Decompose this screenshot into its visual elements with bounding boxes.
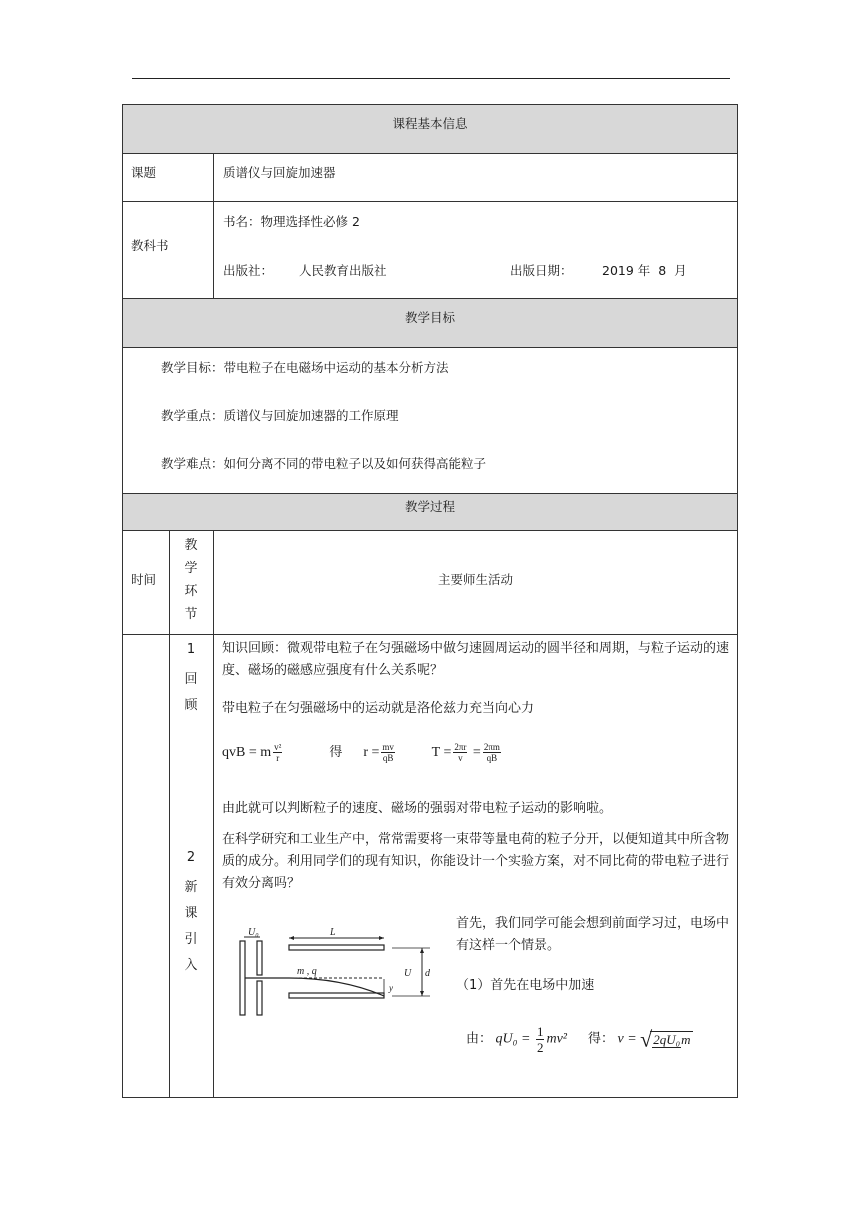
goals-title: 教学目标	[404, 310, 455, 325]
time-header: 时间	[131, 572, 157, 587]
stage-1: 1 回 顾	[184, 642, 198, 713]
y-label: y	[389, 983, 393, 993]
separation-question: 在科学研究和工业生产中，常常需要将一束带等量电荷的粒子分开，以便知道其中所含物质的成分。利用同学们的现有知识，你能设计一个实验方案，对不同比荷的带电粒子进行有效分离吗？	[222, 832, 730, 891]
publisher-label: 出版社：	[223, 263, 274, 278]
u0-label: U₀	[248, 927, 259, 938]
topic-label: 课题	[131, 165, 157, 180]
publish-date: 2019 年 8 月	[602, 263, 687, 278]
difficulty-text: 教学难点：如何分离不同的带电粒子以及如何获得高能粒子	[161, 456, 487, 471]
process-title: 教学过程	[404, 499, 455, 514]
u-label: U	[404, 968, 412, 979]
lorentz-statement: 带电粒子在匀强磁场中的运动就是洛伦兹力充当向心力	[222, 701, 535, 716]
header-rule	[132, 78, 730, 79]
activity-header: 主要师生活动	[437, 572, 513, 587]
d-label: d	[425, 968, 430, 979]
lesson-table	[122, 104, 738, 1098]
deflection-diagram	[232, 924, 442, 1024]
accel-formula: 由： qU₀ = $\frac{1}{2}$ mv² 得： v = √2qU₀m	[466, 1024, 691, 1055]
l-label: L	[330, 927, 336, 938]
topic-value: 质谱仪与回旋加速器	[223, 165, 336, 180]
publisher: 人民教育出版社	[299, 263, 387, 278]
book-name: 书名：物理选择性必修 2	[223, 214, 360, 229]
basic-info-title: 课程基本信息	[392, 116, 468, 131]
accelerate-step: （1）首先在电场中加速	[456, 978, 595, 993]
key-point-text: 教学重点：质谱仪与回旋加速器的工作原理	[161, 408, 399, 423]
mq-label: m , q	[297, 966, 317, 977]
stage-2: 2 新 课 引 入	[184, 850, 198, 973]
stage-header: 教 学 环 节	[184, 538, 198, 622]
recall-question: 知识回顾：微观带电粒子在匀强磁场中做匀速圆周运动的圆半径和周期，与粒子运动的速度、磁场的磁感应强度有什么关系呢？	[222, 641, 730, 678]
electric-field-intro: 首先，我们同学可能会想到前面学习过，电场中有这样一个情景。	[456, 916, 730, 953]
publish-date-label: 出版日期：	[510, 263, 573, 278]
motion-formula: qvB = m $\frac{\text{v²}}{r}$ 得 r = $\frac{mv}{qB}$ T = $\frac{2\pi r}{v}$ = $\frac{2\pi m}{qB}$	[222, 742, 500, 764]
textbook-label: 教科书	[131, 238, 169, 253]
conclusion-text: 由此就可以判断粒子的速度、磁场的强弱对带电粒子运动的影响啦。	[222, 801, 613, 816]
goal-text: 教学目标：带电粒子在电磁场中运动的基本分析方法	[161, 360, 449, 375]
